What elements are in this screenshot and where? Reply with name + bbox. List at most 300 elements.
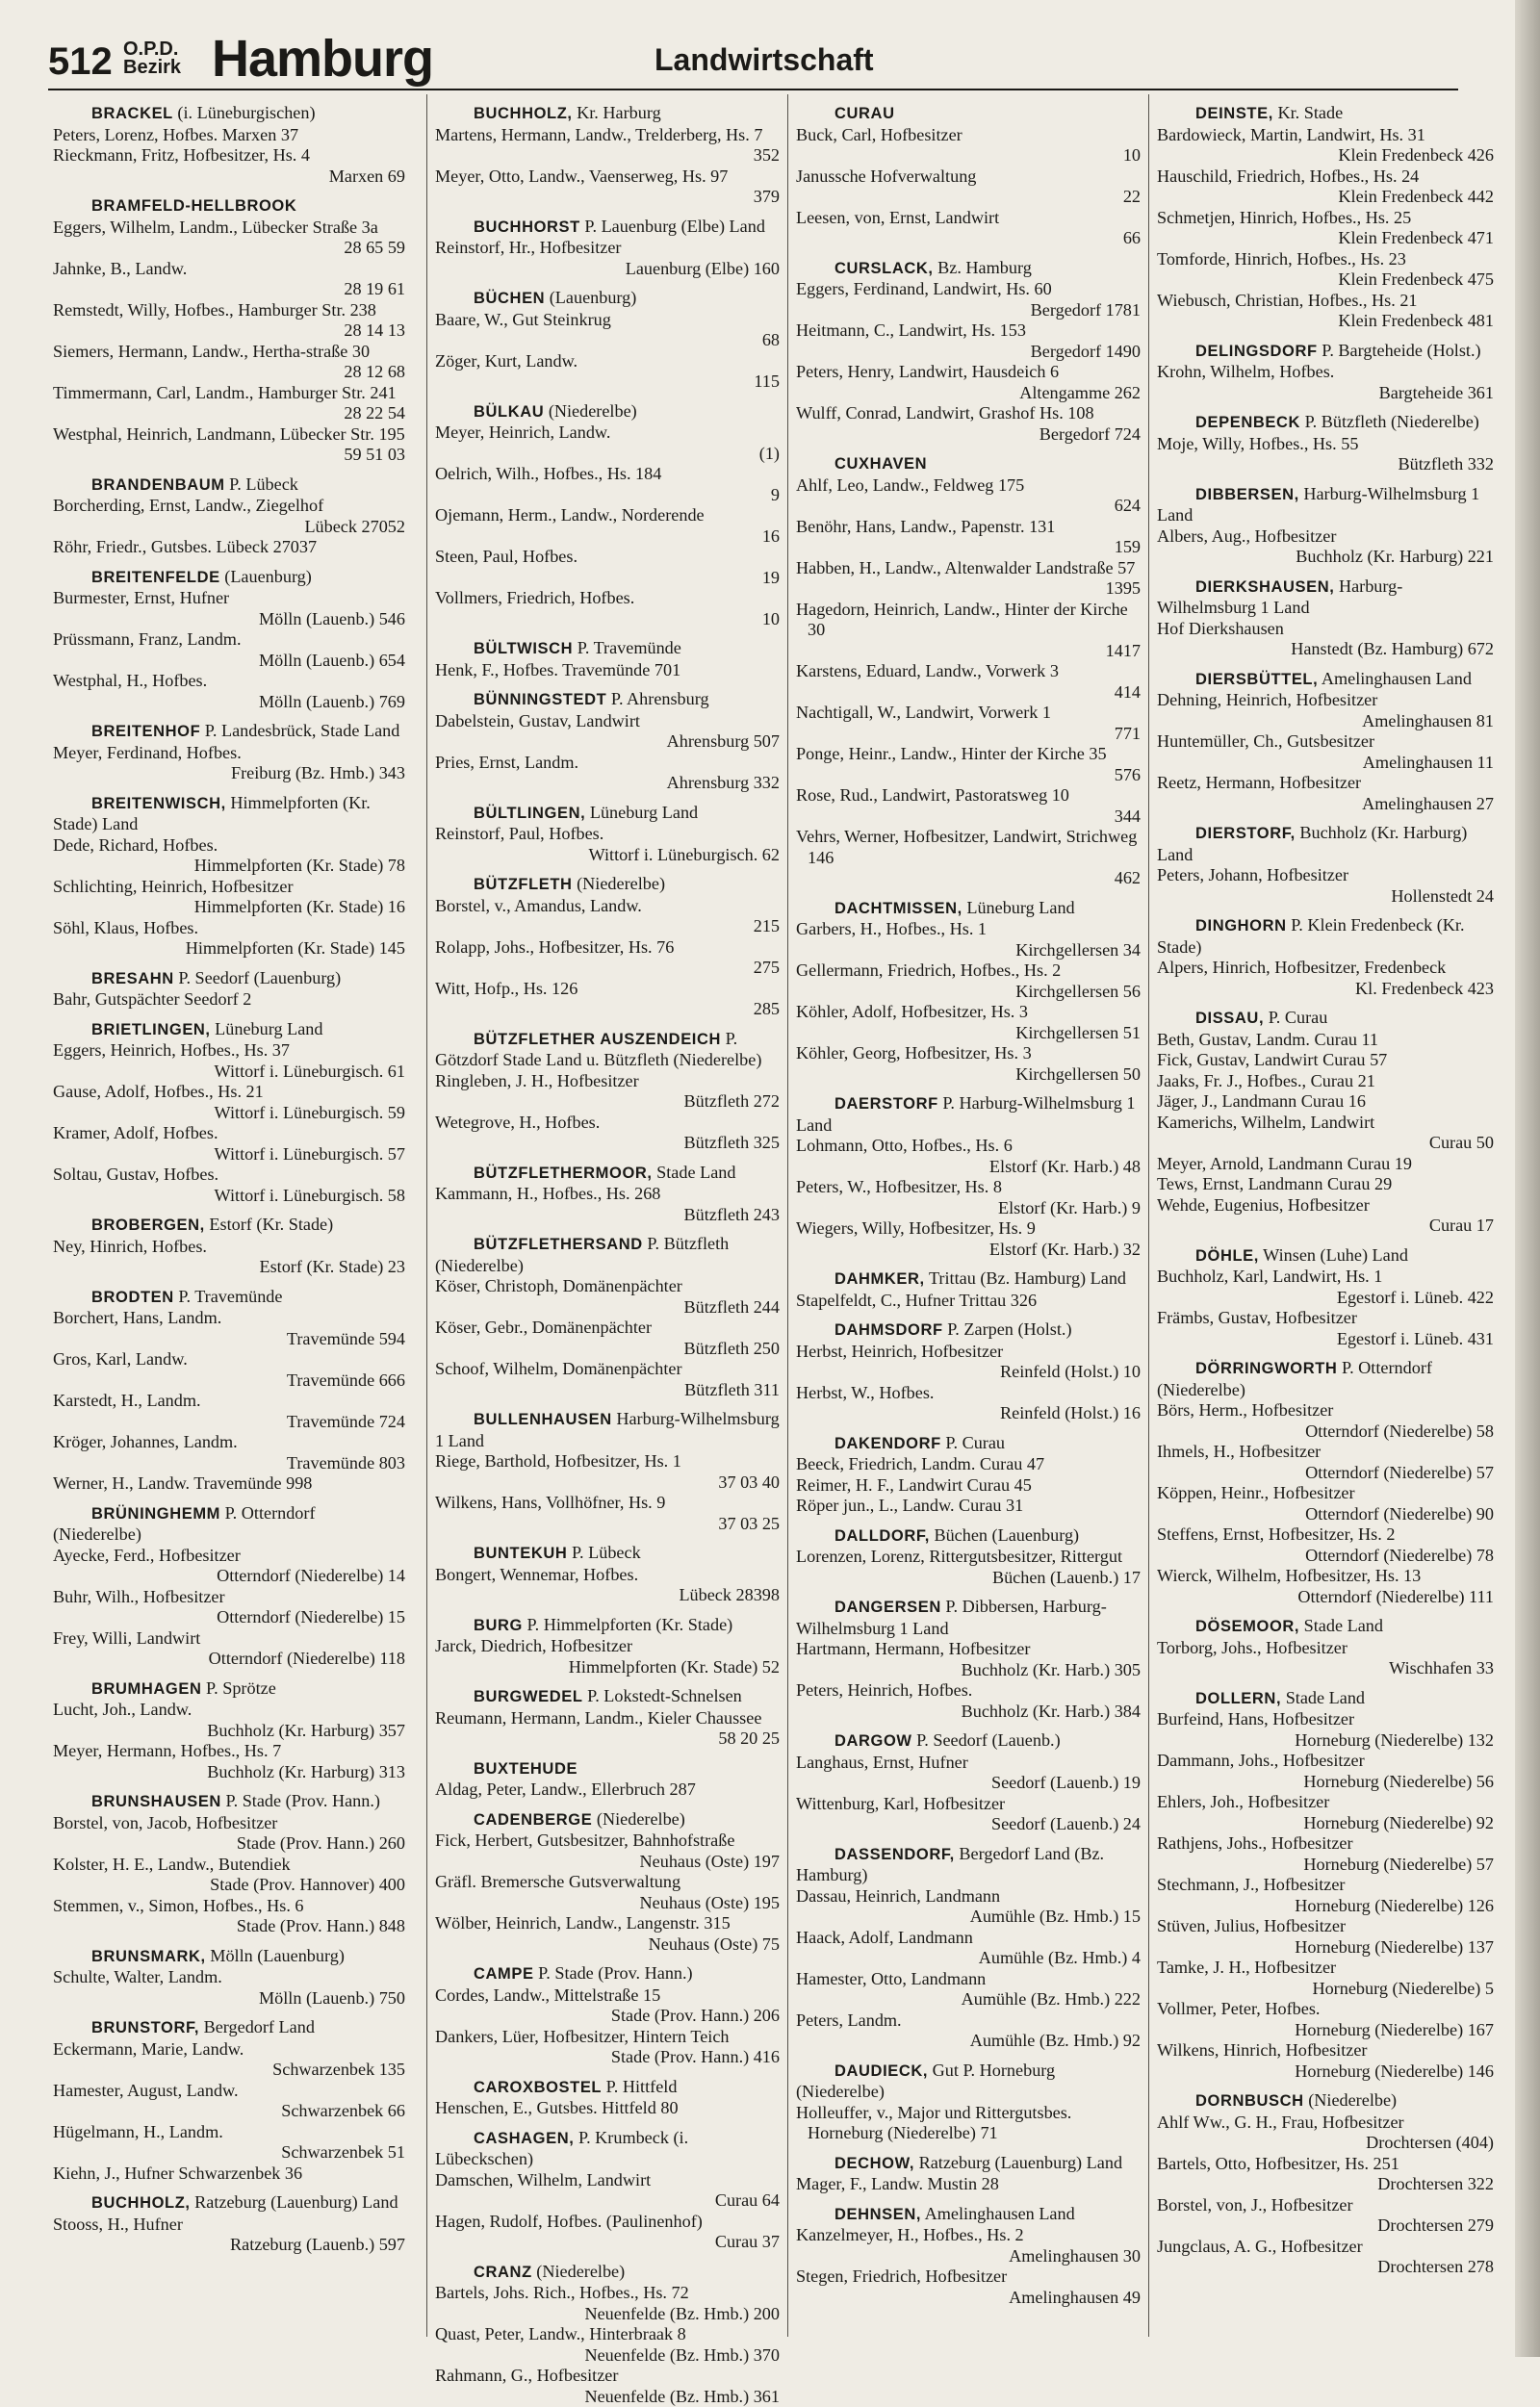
place-name: DASSENDORF, (834, 1846, 955, 1863)
directory-entry (53, 2081, 405, 2122)
place-postal-info: P. Hittfeld (606, 2077, 678, 2096)
place-postal-info: Gut P. Horneburg (Niederelbe) (796, 2061, 1055, 2102)
place-postal-info: Amelinghausen Land (1322, 669, 1472, 688)
entry-phone-location: Mölln (Lauenb.) 750 (64, 1988, 405, 2010)
directory-entry (435, 1636, 780, 1677)
entry-phone-location: Amelinghausen 27 (1168, 794, 1494, 815)
entry-name-address: Burmester, Ernst, Hufner (53, 588, 229, 607)
entry-phone-location: Wischhafen 33 (1168, 1658, 1494, 1679)
directory-entry (796, 208, 1141, 249)
place-heading (435, 288, 780, 310)
entry-name-address: Röper jun., L., Landw. Curau 31 (796, 1496, 1023, 1515)
entry-name-address: Hügelmann, H., Landm. (53, 2122, 223, 2141)
place-postal-info: Estorf (Kr. Stade) (209, 1215, 333, 1234)
directory-entry (1157, 434, 1494, 475)
place-heading (53, 1019, 405, 1041)
directory-entry (435, 310, 780, 351)
entry-name-address: Bahr, Gutspächter Seedorf 2 (53, 989, 251, 1009)
directory-entry (53, 2039, 405, 2081)
place-heading (53, 1287, 405, 1309)
place-heading (1157, 103, 1494, 125)
place-name: DIERSBÜTTEL, (1195, 671, 1318, 688)
place-name: CUXHAVEN (834, 455, 927, 473)
entry-name-address: Stooss, H., Hufner (53, 2215, 183, 2234)
directory-entry (1157, 1050, 1494, 1071)
entry-phone-location: 66 (808, 228, 1141, 249)
place-block (53, 1215, 405, 1278)
place-name: BÜCHEN (474, 290, 545, 307)
directory-entry (796, 960, 1141, 1002)
place-block (53, 2017, 405, 2184)
entry-phone-location: Curau 64 (447, 2190, 780, 2212)
entry-name-address: Stüven, Julius, Hofbesitzer (1157, 1916, 1346, 1935)
directory-entry (53, 918, 405, 960)
place-heading (1157, 915, 1494, 958)
directory-entry (1157, 2154, 1494, 2195)
place-heading (53, 2017, 405, 2039)
place-postal-info: P. Stade (Prov. Hann.) (226, 1791, 380, 1810)
place-name: BURG (474, 1617, 523, 1634)
entry-phone-location: 771 (808, 724, 1141, 745)
entry-phone-location: 22 (808, 187, 1141, 208)
entry-phone-location: Drochtersen 322 (1168, 2174, 1494, 2195)
entry-name-address: Reimer, H. F., Landwirt Curau 45 (796, 1475, 1032, 1495)
entry-name-address: Vehrs, Werner, Hofbesitzer, Landwirt, Strichweg 146 (796, 827, 1137, 867)
entry-phone-location: Horneburg (Niederelbe) 167 (1168, 2020, 1494, 2041)
place-heading (53, 1946, 405, 1968)
entry-name-address: Gause, Adolf, Hofbes., Hs. 21 (53, 1082, 264, 1101)
place-postal-info: P. Sprötze (206, 1678, 276, 1698)
entry-name-address: Ney, Hinrich, Hofbes. (53, 1237, 207, 1256)
directory-entry (796, 558, 1141, 600)
place-name: CAMPE (474, 1965, 534, 1983)
directory-entry (796, 827, 1141, 889)
directory-entry (53, 2164, 405, 2185)
place-block (796, 1525, 1141, 1589)
entry-name-address: Tews, Ernst, Landmann Curau 29 (1157, 1174, 1392, 1193)
place-heading (435, 217, 780, 239)
entry-phone-location: Altengamme 262 (808, 383, 1141, 404)
place-block (1157, 823, 1494, 907)
entry-phone-location: Otterndorf (Niederelbe) 111 (1168, 1587, 1494, 1608)
directory-entry (1157, 1916, 1494, 1958)
entry-name-address: Werner, H., Landw. Travemünde 998 (53, 1473, 312, 1493)
entry-phone-location: Neuenfelde (Bz. Hmb.) 370 (447, 2345, 780, 2367)
entry-name-address: Schoof, Wilhelm, Domänenpächter (435, 1359, 682, 1378)
entry-phone-location: Seedorf (Lauenb.) 19 (808, 1773, 1141, 1794)
entry-phone-location: Freiburg (Bz. Hmb.) 343 (64, 763, 405, 784)
place-postal-info: P. Otterndorf (Niederelbe) (1157, 1358, 1432, 1399)
place-block (796, 2153, 1141, 2195)
place-heading (796, 898, 1141, 920)
place-block (435, 217, 780, 280)
entry-name-address: Schmetjen, Hinrich, Hofbes., Hs. 25 (1157, 208, 1411, 227)
directory-entry (1157, 1524, 1494, 1566)
entry-name-address: Henschen, E., Gutsbes. Hittfeld 80 (435, 2098, 679, 2117)
place-postal-info: P. Dibbersen, Harburg-Wilhelmsburg 1 Land (796, 1597, 1107, 1638)
entry-name-address: Damschen, Wilhelm, Landwirt (435, 2170, 651, 2189)
place-heading (1157, 1358, 1494, 1400)
entry-name-address: Röhr, Friedr., Gutsbes. Lübeck 27037 (53, 537, 317, 556)
directory-entry (53, 1432, 405, 1473)
place-postal-info: Bergedorf Land (204, 2017, 315, 2036)
place-heading (796, 1093, 1141, 1136)
directory-entry (435, 1565, 780, 1606)
entry-phone-location: Amelinghausen 30 (808, 2246, 1141, 2267)
place-name: BUXTEHUDE (474, 1760, 578, 1778)
place-name: DAUDIECK, (834, 2062, 928, 2080)
place-name: BÜTZFLETHERMOOR, (474, 1165, 653, 1182)
entry-phone-location: Mölln (Lauenb.) 769 (64, 692, 405, 713)
place-heading (796, 1433, 1141, 1455)
entry-name-address: Fick, Gustav, Landwirt Curau 57 (1157, 1050, 1387, 1069)
entry-phone-location: Seedorf (Lauenb.) 24 (808, 1814, 1141, 1835)
entry-name-address: Jarck, Diedrich, Hofbesitzer (435, 1636, 632, 1655)
place-block (796, 1093, 1141, 1260)
entry-name-address: Buchholz, Karl, Landwirt, Hs. 1 (1157, 1267, 1382, 1286)
entry-name-address: Westphal, Heinrich, Landmann, Lübecker Str. 195 (53, 424, 405, 444)
place-postal-info: P. Himmelpforten (Kr. Stade) (527, 1615, 733, 1634)
place-block (53, 1503, 405, 1670)
directory-entry (1157, 1091, 1494, 1113)
place-heading (53, 567, 405, 589)
entry-name-address: Albers, Aug., Hofbesitzer (1157, 526, 1336, 546)
entry-name-address: Hamester, Otto, Landmann (796, 1969, 986, 1988)
directory-entry (53, 1349, 405, 1391)
place-name: BÜTZFLETHERSAND (474, 1236, 643, 1253)
place-block (796, 2204, 1141, 2309)
place-block (796, 2061, 1141, 2144)
entry-name-address: Kiehn, J., Hufner Schwarzenbek 36 (53, 2164, 302, 2183)
directory-entry (796, 2174, 1141, 2195)
directory-entry (53, 1473, 405, 1495)
directory-entry (53, 2215, 405, 2256)
directory-entry (796, 600, 1141, 662)
entry-phone-location: 462 (808, 868, 1141, 889)
directory-entry (435, 896, 780, 937)
entry-name-address: Kanzelmeyer, H., Hofbes., Hs. 2 (796, 2225, 1024, 2244)
entry-phone-location: Horneburg (Niederelbe) 146 (1168, 2061, 1494, 2083)
place-block (53, 2192, 405, 2256)
directory-entry (1157, 1308, 1494, 1349)
entry-phone-location: Ahrensburg 332 (447, 773, 780, 794)
place-name: BÜTZFLETHER AUSZENDEICH (474, 1031, 721, 1048)
directory-entry (1157, 125, 1494, 166)
entry-name-address: Karstedt, H., Landm. (53, 1391, 201, 1410)
place-name: BUNTEKUH (474, 1545, 567, 1562)
directory-entry (796, 403, 1141, 445)
place-block (53, 195, 405, 466)
entry-name-address: Bartels, Otto, Hofbesitzer, Hs. 251 (1157, 2154, 1399, 2173)
entry-name-address: Hagedorn, Heinrich, Landw., Hinter der Kirche 30 (796, 600, 1128, 640)
entry-name-address: Steen, Paul, Hofbes. (435, 547, 578, 566)
place-name: BUCHHOLZ, (474, 105, 573, 122)
directory-entry (1157, 1113, 1494, 1154)
place-block (796, 1268, 1141, 1311)
entry-name-address: Reumann, Hermann, Landm., Kieler Chaussee (435, 1708, 761, 1728)
entry-phone-location: Bützfleth 311 (447, 1380, 780, 1401)
entry-name-address: Eggers, Wilhelm, Landm., Lübecker Straße 3a (53, 218, 378, 237)
directory-entry (53, 1813, 405, 1855)
entry-phone-location: Wittorf i. Lüneburgisch. 62 (447, 845, 780, 866)
entry-name-address: Gellermann, Friedrich, Hofbes., Hs. 2 (796, 960, 1061, 980)
place-heading (435, 1758, 780, 1780)
entry-phone-location: Klein Fredenbeck 481 (1168, 311, 1494, 332)
place-name: DAHMSDORF (834, 1321, 943, 1339)
column-2 (426, 94, 780, 2337)
entry-phone-location: 275 (447, 958, 780, 979)
place-block (435, 1758, 780, 1801)
place-heading (53, 1215, 405, 1237)
entry-phone-location: Curau 50 (1168, 1133, 1494, 1154)
place-block (435, 1234, 780, 1400)
directory-entry (53, 1587, 405, 1628)
entry-phone-location: Horneburg (Niederelbe) 56 (1168, 1772, 1494, 1793)
place-postal-info: P. Travemünde (578, 638, 681, 657)
place-postal-info: Lüneburg Land (590, 803, 698, 822)
place-block (53, 103, 405, 187)
place-block (435, 1163, 780, 1226)
entry-name-address: Tamke, J. H., Hofbesitzer (1157, 1958, 1336, 1977)
entry-name-address: Wetegrove, H., Hofbes. (435, 1113, 600, 1132)
entry-name-address: Köhler, Georg, Hofbesitzer, Hs. 3 (796, 1043, 1032, 1063)
directory-entry (435, 1493, 780, 1534)
place-postal-info: P. Lübeck (229, 474, 298, 494)
directory-entry (796, 475, 1141, 517)
entry-name-address: Martens, Hermann, Landw., Trelderberg, Hs. 7 (435, 125, 762, 144)
entry-phone-location: Otterndorf (Niederelbe) 58 (1168, 1421, 1494, 1443)
place-name: CURSLACK, (834, 260, 934, 277)
place-postal-info: Buchholz (Kr. Harburg) Land (1157, 823, 1467, 864)
directory-entry (1157, 731, 1494, 773)
entry-phone-location: 28 14 13 (64, 320, 405, 342)
directory-entry (53, 588, 405, 629)
entry-name-address: Herbst, Heinrich, Hofbesitzer (796, 1342, 1003, 1361)
entry-name-address: Ihmels, H., Hofbesitzer (1157, 1442, 1321, 1461)
place-name: BRESAHN (91, 970, 174, 987)
entry-name-address: Jaaks, Fr. J., Hofbes., Curau 21 (1157, 1071, 1375, 1090)
entry-name-address: Stapelfeldt, C., Hufner Trittau 326 (796, 1291, 1037, 1310)
directory-entry (1157, 1566, 1494, 1607)
directory-entry (435, 1318, 780, 1359)
entry-name-address: Hagen, Rudolf, Hofbes. (Paulinenhof) (435, 2212, 703, 2231)
entry-name-address: Moje, Willy, Hofbes., Hs. 55 (1157, 434, 1358, 453)
directory-entry (1157, 1958, 1494, 1999)
entry-phone-location: Büchen (Lauenb.) 17 (808, 1568, 1141, 1589)
entry-name-address: Kammann, H., Hofbes., Hs. 268 (435, 1184, 660, 1203)
directory-entry (435, 351, 780, 393)
directory-entry (796, 1002, 1141, 1043)
directory-entry (435, 1913, 780, 1955)
directory-entry (53, 1741, 405, 1782)
place-block (53, 1678, 405, 1783)
directory-entry (1157, 1154, 1494, 1175)
entry-phone-location: Drochtersen 278 (1168, 2257, 1494, 2278)
entry-phone-location: Buchholz (Kr. Harb.) 384 (808, 1702, 1141, 1723)
place-postal-info: P. Stade (Prov. Hann.) (538, 1963, 692, 1983)
directory-entry (435, 1113, 780, 1154)
place-heading (53, 2192, 405, 2215)
directory-entry (53, 671, 405, 712)
directory-entry (435, 2027, 780, 2068)
entry-name-address: Frey, Willi, Landwirt (53, 1628, 200, 1648)
directory-entry (435, 588, 780, 629)
directory-entry (1157, 166, 1494, 208)
directory-entry (53, 1308, 405, 1349)
entry-name-address: Holleuffer, v., Major und Rittergutsbes. Horneburg (Niederelbe) 71 (796, 2103, 1071, 2143)
directory-entry (435, 2324, 780, 2366)
entry-phone-location: Stade (Prov. Hann.) 848 (64, 1916, 405, 1937)
place-heading (796, 453, 1141, 475)
directory-entry (1157, 1751, 1494, 1792)
entry-name-address: Karstens, Eduard, Landw., Vorwerk 3 (796, 661, 1059, 680)
entry-phone-location: 344 (808, 807, 1141, 828)
directory-entry (53, 259, 405, 300)
entry-phone-location: 68 (447, 330, 780, 351)
place-name: DARGOW (834, 1732, 912, 1750)
directory-entry (435, 547, 780, 588)
entry-phone-location: Bergedorf 1490 (808, 342, 1141, 363)
directory-entry (53, 743, 405, 784)
entry-name-address: Beeck, Friedrich, Landm. Curau 47 (796, 1454, 1044, 1473)
directory-entry (796, 1383, 1141, 1424)
place-name: BREITENWISCH, (91, 795, 226, 812)
directory-entry (1157, 1195, 1494, 1237)
place-name: DIERKSHAUSEN, (1195, 578, 1334, 596)
place-name: BUCHHORST (474, 218, 580, 236)
place-name: BRIETLINGEN, (91, 1021, 211, 1038)
entry-phone-location: Curau 37 (447, 2232, 780, 2253)
entry-phone-location: 9 (447, 485, 780, 506)
directory-entry (796, 125, 1141, 166)
place-postal-info: P. Lübeck (572, 1543, 641, 1562)
directory-entry (435, 125, 780, 166)
directory-entry (796, 1928, 1141, 1969)
place-heading (435, 1809, 780, 1831)
entry-name-address: Kramer, Adolf, Hofbes. (53, 1123, 218, 1142)
entry-phone-location: Horneburg (Niederelbe) 126 (1168, 1896, 1494, 1917)
place-block (1157, 915, 1494, 999)
place-name: CASHAGEN, (474, 2130, 574, 2147)
place-name: BÜLTLINGEN, (474, 805, 585, 822)
place-name: CADENBERGE (474, 1811, 592, 1829)
entry-name-address: Wölber, Heinrich, Landw., Langenstr. 315 (435, 1913, 731, 1933)
place-block (796, 1844, 1141, 2052)
place-name: DOLLERN, (1195, 1690, 1281, 1707)
place-block (1157, 669, 1494, 815)
column-1 (53, 94, 405, 2337)
place-postal-info: P. Lokstedt-Schnelsen (587, 1686, 742, 1705)
entry-name-address: Kolster, H. E., Landw., Butendiek (53, 1855, 291, 1874)
place-block (53, 474, 405, 558)
directory-entry (796, 1136, 1141, 1177)
place-block (53, 721, 405, 784)
entry-name-address: Wierck, Wilhelm, Hofbesitzer, Hs. 13 (1157, 1566, 1421, 1585)
place-block (1157, 1245, 1494, 1350)
entry-name-address: Vollmer, Peter, Hofbes. (1157, 1999, 1320, 2018)
entry-phone-location: Klein Fredenbeck 442 (1168, 187, 1494, 208)
entry-name-address: Buhr, Wilh., Hofbesitzer (53, 1587, 225, 1606)
entry-phone-location: Klein Fredenbeck 475 (1168, 269, 1494, 291)
directory-entry (435, 2212, 780, 2253)
place-block (796, 1597, 1141, 1722)
place-postal-info: Lüneburg Land (966, 898, 1074, 917)
entry-name-address: Meyer, Arnold, Landmann Curau 19 (1157, 1154, 1412, 1173)
place-name: DISSAU, (1195, 1010, 1264, 1027)
place-postal-info: Harburg-Wilhelmsburg 1 Land (435, 1409, 780, 1450)
place-heading (1157, 341, 1494, 363)
place-name: DELINGSDORF (1195, 343, 1318, 360)
directory-entry (53, 125, 405, 146)
place-heading (435, 401, 780, 423)
directory-entry (1157, 2040, 1494, 2082)
entry-name-address: Wilkens, Hans, Vollhöfner, Hs. 9 (435, 1493, 665, 1512)
entry-phone-location: Lübeck 27052 (64, 517, 405, 538)
entry-phone-location: Drochtersen (404) (1168, 2133, 1494, 2154)
entry-phone-location: Kirchgellersen 34 (808, 940, 1141, 961)
entry-name-address: Rieckmann, Fritz, Hofbesitzer, Hs. 4 (53, 145, 310, 165)
place-heading (1157, 1008, 1494, 1030)
directory-entry (796, 1043, 1141, 1085)
directory-entry (435, 1780, 780, 1801)
place-postal-info: (Niederelbe) (549, 401, 637, 421)
entry-phone-location: (1) (447, 444, 780, 465)
entry-phone-location: Ratzeburg (Lauenb.) 597 (64, 2235, 405, 2256)
place-name: DÖSEMOOR, (1195, 1618, 1299, 1635)
directory-entry (796, 1794, 1141, 1835)
directory-entry (1157, 249, 1494, 291)
place-name: CURAU (834, 105, 895, 122)
place-name: DINGHORN (1195, 917, 1287, 935)
place-postal-info: Ratzeburg (Lauenburg) Land (194, 2192, 398, 2212)
entry-name-address: Ponge, Heinr., Landw., Hinter der Kirche 35 (796, 744, 1107, 763)
place-name: BRÜNINGHEMM (91, 1505, 220, 1523)
directory-entry (796, 1475, 1141, 1497)
entry-name-address: Reetz, Hermann, Hofbesitzer (1157, 773, 1361, 792)
entry-phone-location: Mölln (Lauenb.) 654 (64, 651, 405, 672)
place-name: BÜNNINGSTEDT (474, 691, 606, 708)
entry-name-address: Rolapp, Johs., Hofbesitzer, Hs. 76 (435, 937, 674, 957)
place-postal-info: (Niederelbe) (577, 874, 665, 893)
place-postal-info: (Niederelbe) (1308, 2090, 1397, 2110)
entry-name-address: Oelrich, Wilh., Hofbes., Hs. 184 (435, 464, 661, 483)
place-name: BRAMFELD-HELLBROOK (91, 197, 296, 215)
place-block (53, 793, 405, 960)
directory-entry (796, 1496, 1141, 1517)
entry-phone-location: Neuhaus (Oste) 75 (447, 1934, 780, 1956)
entry-name-address: Riege, Barthold, Hofbesitzer, Hs. 1 (435, 1451, 681, 1471)
entry-name-address: Eckermann, Marie, Landw. (53, 2039, 244, 2059)
place-postal-info: P. Götzdorf Stade Land u. Bützfleth (Niederelbe) (435, 1029, 761, 1070)
entry-name-address: Timmermann, Carl, Landm., Hamburger Str. 241 (53, 383, 397, 402)
directory-entry (796, 1753, 1141, 1794)
directory-entry (53, 1165, 405, 1206)
place-block (1157, 1688, 1494, 2083)
entry-phone-location: Reinfeld (Holst.) 16 (808, 1403, 1141, 1424)
directory-entry (1157, 865, 1494, 907)
entry-phone-location: Bützfleth 272 (447, 1091, 780, 1113)
entry-phone-location: Ahrensburg 507 (447, 731, 780, 753)
place-postal-info: Mölln (Lauenburg) (210, 1946, 345, 1965)
place-heading (1157, 2090, 1494, 2113)
entry-phone-location: Horneburg (Niederelbe) 92 (1168, 1813, 1494, 1834)
entry-phone-location: Hollenstedt 24 (1168, 886, 1494, 908)
place-heading (53, 1503, 405, 1546)
entry-phone-location: Wittorf i. Lüneburgisch. 61 (64, 1062, 405, 1083)
place-heading (796, 1844, 1141, 1886)
entry-name-address: Burfeind, Hans, Hofbesitzer (1157, 1709, 1354, 1728)
entry-name-address: Peters, Lorenz, Hofbes. Marxen 37 (53, 125, 298, 144)
